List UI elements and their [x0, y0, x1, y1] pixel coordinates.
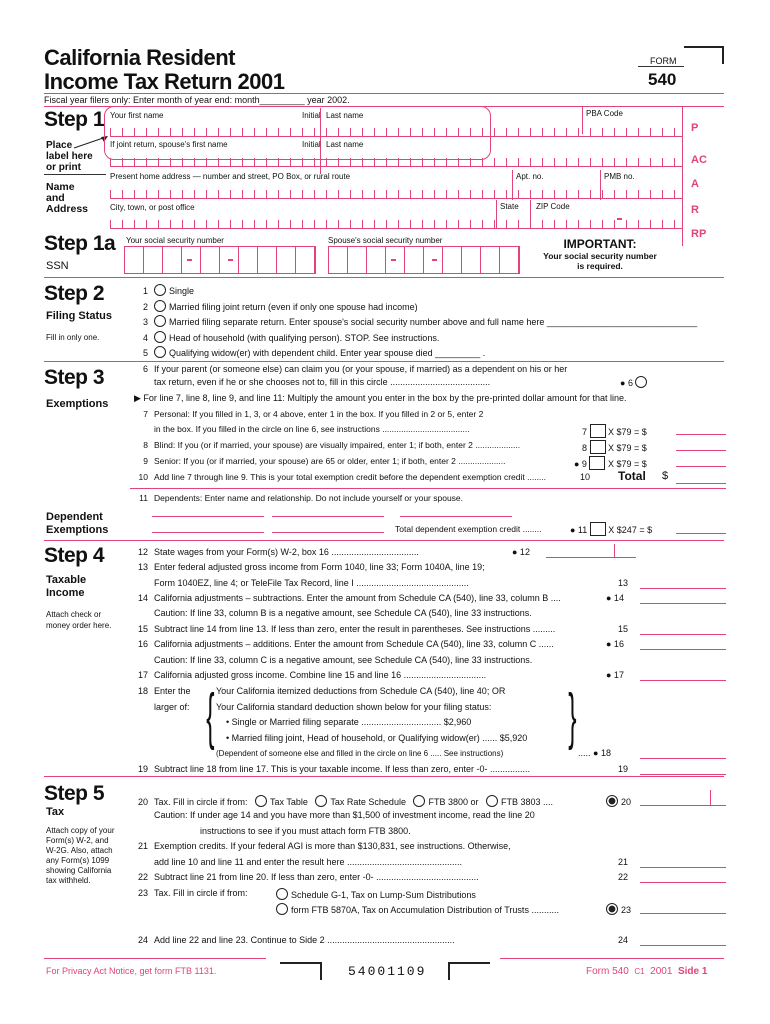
home-address-label: Present home address — number and street, PO Box, or rural route — [110, 172, 351, 181]
step1a-heading: Step 1a — [44, 232, 116, 255]
your-ssn-field[interactable] — [124, 246, 316, 274]
barcode-number: 54001109 — [348, 964, 427, 979]
form-title-line1: California Resident — [44, 45, 235, 70]
filing-status-label: Filing Status — [46, 310, 112, 322]
form-title-line2: Income Tax Return 2001 — [44, 69, 285, 94]
g1-radio[interactable] — [276, 888, 288, 900]
line11-box[interactable] — [590, 522, 606, 536]
city-label: City, town, or post office — [110, 203, 195, 212]
privacy-notice: For Privacy Act Notice, get form FTB 1131. — [46, 966, 217, 976]
ssn-label: SSN — [46, 260, 69, 272]
separate-radio[interactable] — [154, 315, 166, 327]
step5-heading: Step 5 — [44, 782, 105, 805]
spouse-first-name-label: If joint return, spouse's first name — [110, 140, 228, 149]
multiply-note: ▶ For line 7, line 8, line 9, and line 11: Multiply the amount you enter in the box by the pre-printed dollar amount for that line. — [134, 393, 627, 403]
dependent-circle[interactable] — [635, 376, 647, 388]
pba-code-label: PBA Code — [586, 109, 623, 118]
first-name-field[interactable] — [110, 128, 682, 136]
line7-box[interactable] — [590, 424, 606, 438]
your-first-name-label: Your first name — [110, 111, 164, 120]
spouse-ssn-field[interactable] — [328, 246, 520, 274]
ftb5870a-radio[interactable] — [276, 903, 288, 915]
place-label: Place label here or print — [46, 140, 93, 173]
pmb-label: PMB no. — [604, 172, 635, 181]
spouse-name-field[interactable] — [110, 158, 682, 166]
zip-label: ZIP Code — [536, 202, 570, 211]
initial-label: Initial — [302, 111, 321, 120]
single-radio[interactable] — [154, 284, 166, 296]
form-label: FORM — [650, 56, 677, 66]
line9-box[interactable] — [589, 456, 605, 470]
ftb3803-radio[interactable] — [486, 795, 498, 807]
attach-check-label: Attach check or money order here. — [46, 610, 112, 630]
exemptions-label: Exemptions — [46, 398, 109, 410]
state-label: State — [500, 202, 519, 211]
hoh-radio[interactable] — [154, 331, 166, 343]
taxable-income-label: Taxable Income — [46, 574, 87, 599]
step1-heading: Step 1 — [44, 108, 105, 131]
step2-heading: Step 2 — [44, 282, 105, 305]
your-ssn-label: Your social security number — [126, 236, 224, 245]
last-name-label: Last name — [326, 111, 364, 120]
fiscal-year-line: Fiscal year filers only: Enter month of year end: month_________ year 2002. — [44, 95, 350, 105]
line8-box[interactable] — [590, 440, 606, 454]
joint-radio[interactable] — [154, 300, 166, 312]
step3-heading: Step 3 — [44, 366, 105, 389]
apt-label: Apt. no. — [516, 172, 544, 181]
footer-form: Form 540 C1 2001 Side 1 — [586, 966, 708, 977]
tax-table-radio[interactable] — [255, 795, 267, 807]
spouse-ssn-label: Spouse's social security number — [328, 236, 443, 245]
code-column: P AC A R RP — [691, 122, 707, 240]
important-note: IMPORTANT: Your social security number is required. — [543, 237, 657, 271]
line20-circle[interactable] — [606, 795, 618, 807]
tax-label: Tax — [46, 806, 65, 818]
tax-rate-schedule-radio[interactable] — [315, 795, 327, 807]
city-field[interactable] — [110, 220, 682, 228]
dependent-exemptions-label: Dependent Exemptions — [46, 511, 109, 536]
name-address-label: Name and Address — [46, 181, 89, 215]
attach-w2-label: Attach copy of your Form(s) W-2, and W-2G. Also, attach any Form(s) 1099 showing California tax withheld. — [46, 826, 115, 885]
address-field[interactable] — [110, 190, 682, 198]
filing-status-options: 1 Single 2 Married filing joint return (even if only one spouse had income) 3 Married filing separate return. Enter spouse's social security number above and full name here ______________________________ 4 Head of household (with qualifying person). STOP. See instructions. 5 Qualifying widow(er) with dependent child. Enter year spouse died _________ . — [142, 286, 698, 359]
step4-heading: Step 4 — [44, 544, 105, 567]
widow-radio[interactable] — [154, 346, 166, 358]
form-number: 540 — [648, 70, 677, 89]
line23-circle[interactable] — [606, 903, 618, 915]
ftb3800-radio[interactable] — [413, 795, 425, 807]
fill-one-label: Fill in only one. — [46, 333, 100, 342]
